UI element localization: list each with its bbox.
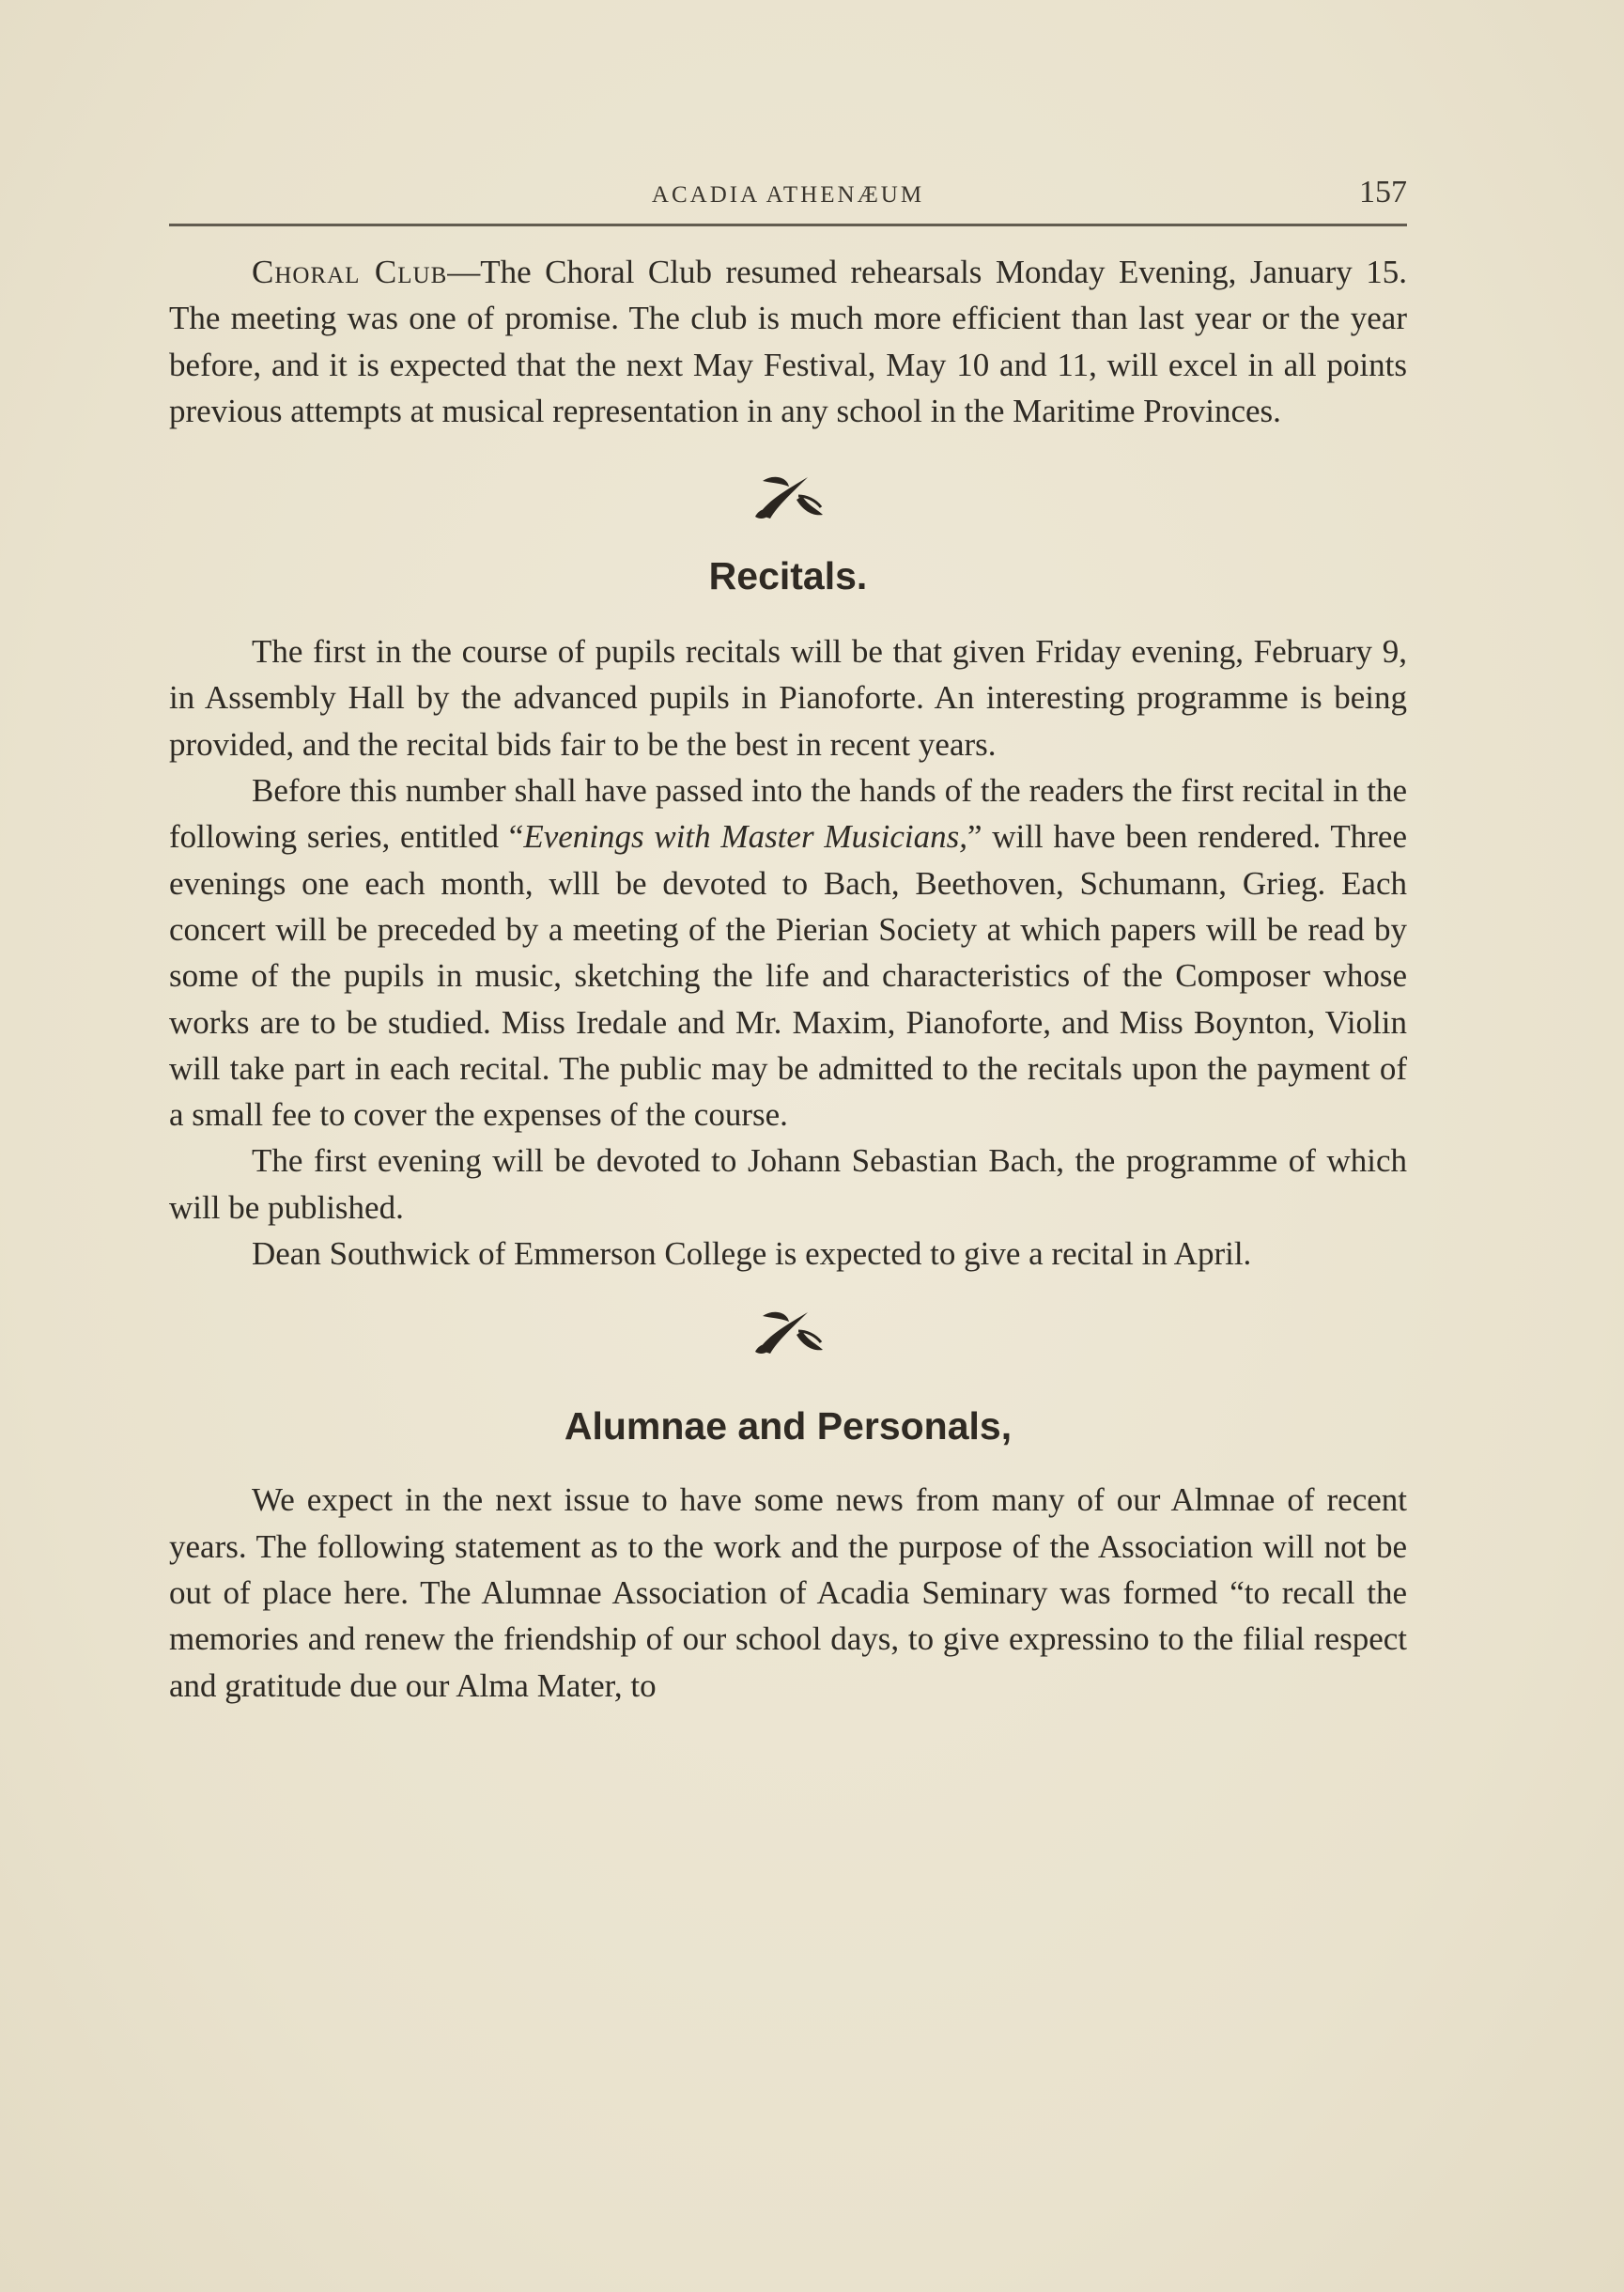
- leaf-ornament-icon: [746, 468, 830, 528]
- recitals-heading: Recitals.: [708, 554, 868, 598]
- series-title: Evenings with Master Musicians,: [523, 818, 967, 856]
- choral-club-paragraph: [169, 249, 1407, 434]
- running-head: [169, 169, 1407, 218]
- document-page: [169, 169, 1407, 2123]
- alumnae-heading: Alumnae and Personals,: [564, 1404, 1013, 1448]
- recitals-p2-before: Before this number shall have passed into the hands of the readers the first recital in the following series, entitled “: [169, 772, 1407, 856]
- choral-club-text: —The Choral Club resumed rehearsals Monday Evening, January 15. The meeting was one of promise. The club is much more efficient than last year or the year before, and it is expected that the next May Festival, May 10 and 11, will excel in all points previous attempts at musical representation in any school in the Maritime Provinces.: [169, 254, 1407, 429]
- alumnae-section: [169, 1477, 1407, 1708]
- page-number: 157: [1359, 175, 1407, 209]
- recitals-p2-after: ” will have been rendered. Three evenings one each month, wlll be devoted to Bach, Beethoven, Schumann, Grieg. Each concert will be preceded by a meeting of the Pierian Society at which papers will be read by some of the pupils in music, sketching the life and characteristics of the Composer whose works are to be studied. Miss Iredale and Mr. Maxim, Pianoforte, and Miss Boynton, Violin will take part in each recital. The public may be admitted to the recitals upon the payment of a small fee to cover the expenses of the course.: [169, 818, 1407, 1134]
- header-rule: [169, 224, 1407, 226]
- recitals-paragraph-1: The first in the course of pupils recitals will be that given Friday evening, February 9, in Assembly Hall by the advanced pupils in Pianoforte. An interesting programme is being provided, and the recital bids fair to be the best in recent years.: [169, 633, 1407, 763]
- recitals-paragraph-4: Dean Southwick of Emmerson College is expected to give a recital in April.: [252, 1235, 1252, 1273]
- recitals-paragraph-2: [169, 767, 1407, 1138]
- alumnae-paragraph-1: We expect in the next issue to have some news from many of our Almnae of recent years. The following statement as to the work and the purpose of the Association will not be out of place here. The Alumnae Association of Acadia Seminary was formed “to recall the memories and renew the friendship of our school days, to give expressino to the filial respect and gratitude due our Alma Mater, to: [169, 1481, 1407, 1704]
- running-title: ACADIA ATHENÆUM: [651, 182, 925, 208]
- choral-club-lead: Choral Club: [252, 254, 448, 290]
- recitals-section: [169, 628, 1407, 1277]
- leaf-ornament-icon: [746, 1303, 830, 1363]
- recitals-paragraph-3: The first evening will be devoted to Johann Sebastian Bach, the programme of which will be published.: [169, 1142, 1407, 1226]
